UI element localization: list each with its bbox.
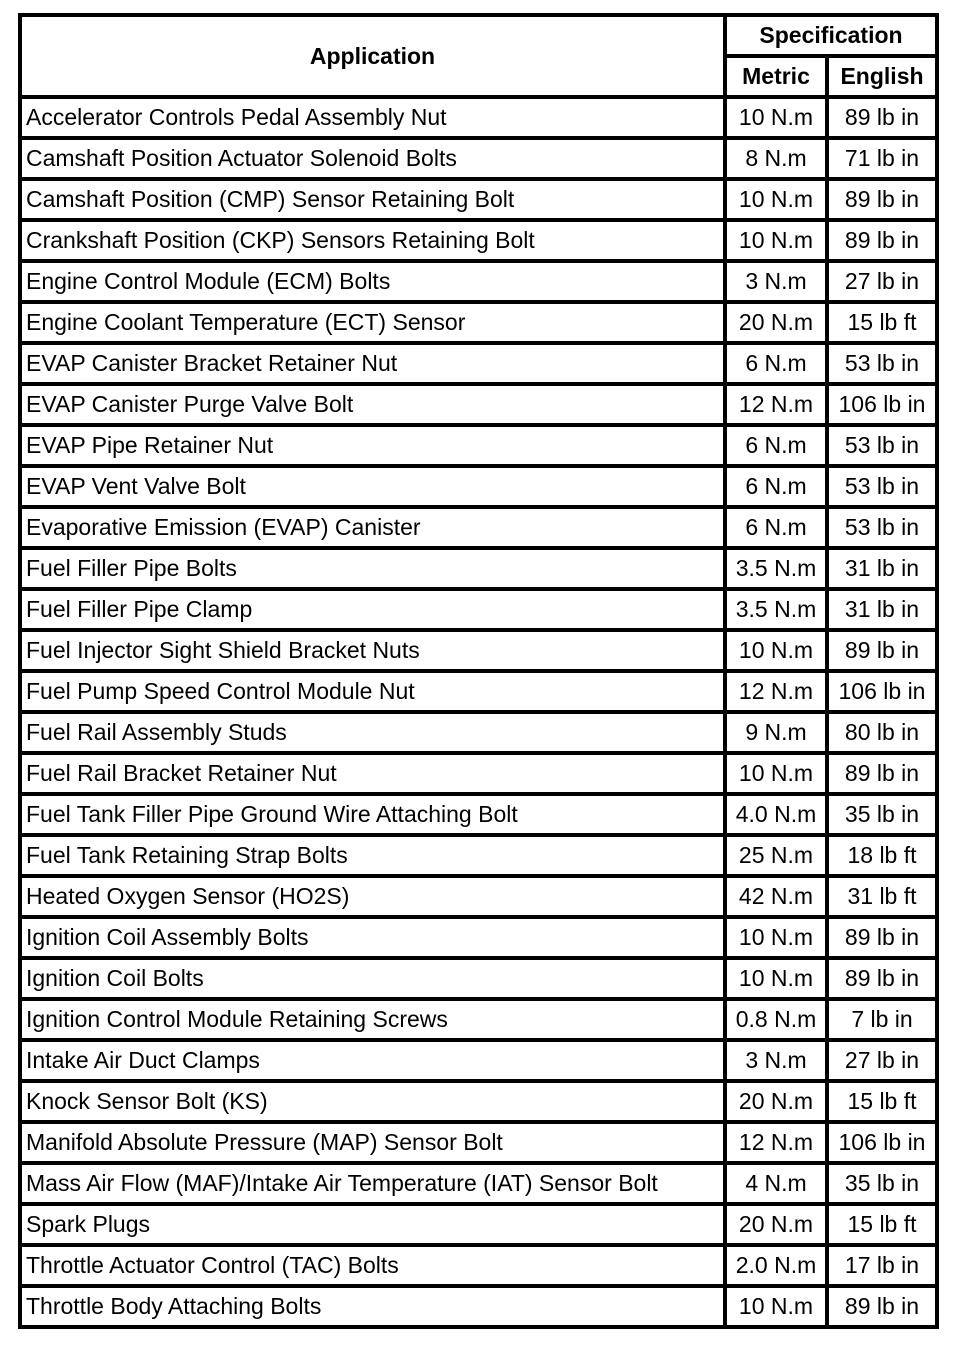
metric-cell: 6 N.m — [725, 507, 827, 548]
table-row — [20, 1081, 937, 1122]
application-cell: Fuel Filler Pipe Bolts — [20, 548, 725, 589]
table-row — [20, 1040, 937, 1081]
table-row — [20, 1204, 937, 1245]
application-cell: Fuel Tank Retaining Strap Bolts — [20, 835, 725, 876]
table-header-row — [20, 15, 937, 56]
metric-cell: 4 N.m — [725, 1163, 827, 1204]
metric-header: Metric — [725, 56, 827, 97]
english-cell: 53 lb in — [827, 466, 937, 507]
metric-cell: 20 N.m — [725, 1081, 827, 1122]
application-cell: Accelerator Controls Pedal Assembly Nut — [20, 97, 725, 138]
application-cell: Ignition Coil Assembly Bolts — [20, 917, 725, 958]
application-cell: Camshaft Position Actuator Solenoid Bolts — [20, 138, 725, 179]
application-cell: Fuel Filler Pipe Clamp — [20, 589, 725, 630]
table-row — [20, 999, 937, 1040]
metric-cell: 12 N.m — [725, 384, 827, 425]
table-row — [20, 712, 937, 753]
metric-cell: 3 N.m — [725, 261, 827, 302]
application-cell: Fuel Pump Speed Control Module Nut — [20, 671, 725, 712]
table-row — [20, 425, 937, 466]
metric-cell: 8 N.m — [725, 138, 827, 179]
metric-cell: 9 N.m — [725, 712, 827, 753]
table-row — [20, 794, 937, 835]
english-cell: 15 lb ft — [827, 1081, 937, 1122]
table-row — [20, 876, 937, 917]
table-row — [20, 1286, 937, 1327]
application-cell: Intake Air Duct Clamps — [20, 1040, 725, 1081]
english-cell: 80 lb in — [827, 712, 937, 753]
application-cell: Throttle Actuator Control (TAC) Bolts — [20, 1245, 725, 1286]
english-cell: 89 lb in — [827, 1286, 937, 1327]
english-cell: 31 lb ft — [827, 876, 937, 917]
table-row — [20, 630, 937, 671]
table-row — [20, 343, 937, 384]
metric-cell: 6 N.m — [725, 343, 827, 384]
table-row — [20, 302, 937, 343]
english-cell: 7 lb in — [827, 999, 937, 1040]
metric-cell: 10 N.m — [725, 753, 827, 794]
english-cell: 18 lb ft — [827, 835, 937, 876]
table-row — [20, 1245, 937, 1286]
metric-cell: 3.5 N.m — [725, 548, 827, 589]
metric-cell: 25 N.m — [725, 835, 827, 876]
english-cell: 89 lb in — [827, 958, 937, 999]
metric-cell: 0.8 N.m — [725, 999, 827, 1040]
metric-cell: 10 N.m — [725, 1286, 827, 1327]
metric-cell: 10 N.m — [725, 917, 827, 958]
application-cell: EVAP Pipe Retainer Nut — [20, 425, 725, 466]
metric-cell: 10 N.m — [725, 630, 827, 671]
table-row — [20, 1122, 937, 1163]
metric-cell: 6 N.m — [725, 466, 827, 507]
application-cell: Engine Coolant Temperature (ECT) Sensor — [20, 302, 725, 343]
application-cell: EVAP Canister Bracket Retainer Nut — [20, 343, 725, 384]
metric-cell: 3.5 N.m — [725, 589, 827, 630]
english-cell: 89 lb in — [827, 179, 937, 220]
metric-cell: 10 N.m — [725, 958, 827, 999]
metric-cell: 6 N.m — [725, 425, 827, 466]
metric-cell: 20 N.m — [725, 302, 827, 343]
table-row — [20, 671, 937, 712]
english-cell: 71 lb in — [827, 138, 937, 179]
table-row — [20, 138, 937, 179]
metric-cell: 12 N.m — [725, 671, 827, 712]
application-header: Application — [20, 15, 725, 97]
metric-cell: 12 N.m — [725, 1122, 827, 1163]
english-cell: 89 lb in — [827, 917, 937, 958]
application-cell: Camshaft Position (CMP) Sensor Retaining Bolt — [20, 179, 725, 220]
english-cell: 106 lb in — [827, 671, 937, 712]
english-header: English — [827, 56, 937, 97]
table-row — [20, 261, 937, 302]
metric-cell: 10 N.m — [725, 97, 827, 138]
application-cell: Spark Plugs — [20, 1204, 725, 1245]
english-cell: 53 lb in — [827, 343, 937, 384]
application-cell: Manifold Absolute Pressure (MAP) Sensor Bolt — [20, 1122, 725, 1163]
application-cell: Heated Oxygen Sensor (HO2S) — [20, 876, 725, 917]
english-cell: 31 lb in — [827, 589, 937, 630]
application-cell: EVAP Vent Valve Bolt — [20, 466, 725, 507]
application-cell: Throttle Body Attaching Bolts — [20, 1286, 725, 1327]
table-row — [20, 1163, 937, 1204]
english-cell: 89 lb in — [827, 97, 937, 138]
table-row — [20, 753, 937, 794]
english-cell: 89 lb in — [827, 753, 937, 794]
english-cell: 106 lb in — [827, 1122, 937, 1163]
application-cell: Ignition Control Module Retaining Screws — [20, 999, 725, 1040]
english-cell: 27 lb in — [827, 1040, 937, 1081]
table-row — [20, 507, 937, 548]
english-cell: 53 lb in — [827, 425, 937, 466]
table-body — [20, 97, 937, 1327]
application-cell: Fuel Rail Assembly Studs — [20, 712, 725, 753]
metric-cell: 4.0 N.m — [725, 794, 827, 835]
table-row — [20, 958, 937, 999]
torque-spec-table — [18, 13, 939, 1329]
english-cell: 17 lb in — [827, 1245, 937, 1286]
table-row — [20, 589, 937, 630]
english-cell: 15 lb ft — [827, 1204, 937, 1245]
english-cell: 15 lb ft — [827, 302, 937, 343]
english-cell: 53 lb in — [827, 507, 937, 548]
metric-cell: 42 N.m — [725, 876, 827, 917]
table-row — [20, 548, 937, 589]
application-cell: Fuel Tank Filler Pipe Ground Wire Attaching Bolt — [20, 794, 725, 835]
application-cell: Ignition Coil Bolts — [20, 958, 725, 999]
table-row — [20, 835, 937, 876]
english-cell: 106 lb in — [827, 384, 937, 425]
application-cell: Fuel Injector Sight Shield Bracket Nuts — [20, 630, 725, 671]
application-cell: Evaporative Emission (EVAP) Canister — [20, 507, 725, 548]
metric-cell: 2.0 N.m — [725, 1245, 827, 1286]
application-cell: Knock Sensor Bolt (KS) — [20, 1081, 725, 1122]
table-row — [20, 97, 937, 138]
table-row — [20, 220, 937, 261]
english-cell: 31 lb in — [827, 548, 937, 589]
english-cell: 89 lb in — [827, 220, 937, 261]
application-cell: Fuel Rail Bracket Retainer Nut — [20, 753, 725, 794]
specification-header: Specification — [725, 15, 937, 56]
english-cell: 27 lb in — [827, 261, 937, 302]
application-cell: Crankshaft Position (CKP) Sensors Retaining Bolt — [20, 220, 725, 261]
english-cell: 35 lb in — [827, 794, 937, 835]
table-row — [20, 917, 937, 958]
table-row — [20, 179, 937, 220]
application-cell: EVAP Canister Purge Valve Bolt — [20, 384, 725, 425]
english-cell: 89 lb in — [827, 630, 937, 671]
metric-cell: 20 N.m — [725, 1204, 827, 1245]
application-cell: Engine Control Module (ECM) Bolts — [20, 261, 725, 302]
metric-cell: 3 N.m — [725, 1040, 827, 1081]
table-row — [20, 384, 937, 425]
table-row — [20, 466, 937, 507]
english-cell: 35 lb in — [827, 1163, 937, 1204]
metric-cell: 10 N.m — [725, 220, 827, 261]
metric-cell: 10 N.m — [725, 179, 827, 220]
application-cell: Mass Air Flow (MAF)/Intake Air Temperature (IAT) Sensor Bolt — [20, 1163, 725, 1204]
